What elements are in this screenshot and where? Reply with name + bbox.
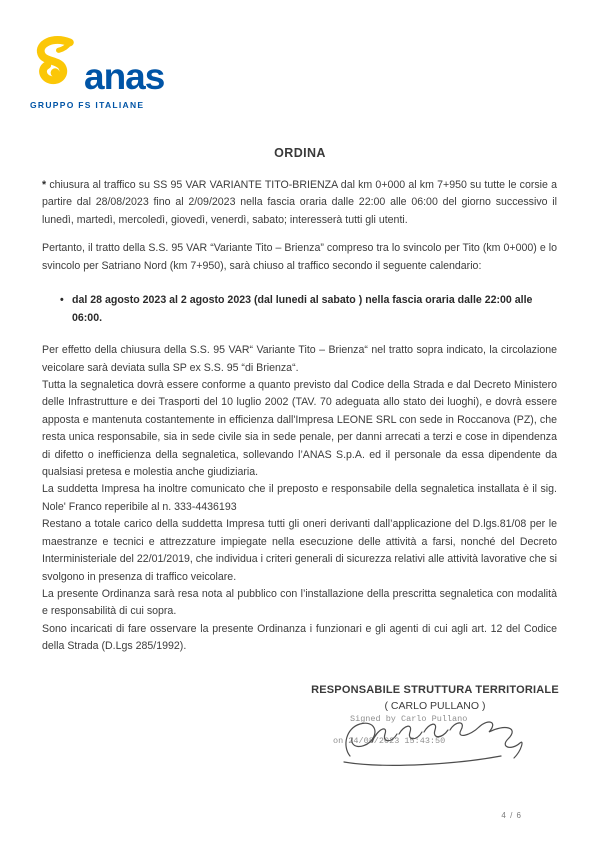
body-paragraph-enforcement: Sono incaricati di fare osservare la presente Ordinanza i funzionari e gli agenti di cui agli art. 12 del Codice della Strada (D.Lgs 285/1992). — [42, 622, 557, 653]
anas-swirl-icon — [30, 36, 82, 94]
body-paragraph-safety: Restano a totale carico della suddetta Impresa tutti gli oneri derivanti dall’applicazione del D.lgs.81/08 per le maestranze e tecnici e attrezzature impiegate nella esecuzione delle attività a farsi, nonché del Decreto Interministeriale del 22/01/2019, che individua i criteri generali di sicurezza relativi alle attività lavorative che si svolgono in presenza di traffico veicolare. — [42, 518, 557, 583]
document-body — [42, 177, 557, 656]
digital-signature-by: Signed by Carlo Pullano — [350, 714, 468, 724]
closure-paragraph — [42, 177, 557, 229]
anas-logo — [30, 36, 165, 110]
bullet-icon: • — [60, 294, 64, 307]
schedule-bullet-item — [42, 292, 557, 327]
anas-wordmark: anas — [84, 56, 165, 98]
signature-block — [310, 684, 560, 747]
body-paragraph-publication: La presente Ordinanza sarà resa nota al pubblico con l’installazione della prescritta segnaletica con modalità e responsabilità di cui sopra. — [42, 587, 557, 618]
digital-signature-date: on 24/08/2023 15:43:50 — [333, 736, 446, 746]
schedule-bullet-text: dal 28 agosto 2023 al 2 agosto 2023 (dal lunedi al sabato ) nella fascia oraria dalle 22:00 alle 06:00. — [72, 294, 533, 324]
signer-name: ( CARLO PULLANO ) — [384, 700, 486, 712]
asterisk-marker: * — [42, 179, 47, 191]
signer-role: RESPONSABILE STRUTTURA TERRITORIALE — [311, 684, 559, 696]
body-paragraph-signage: Tutta la segnaletica dovrà essere conforme a quanto previsto dal Codice della Strada e dal Decreto Ministero delle Infrastrutture e dei Trasporti del 10 luglio 2002 (TAV. 70 adeguata allo stato dei luoghi), e dovrà essere apposta e mantenuta costantemente in efficienza dall'Impresa LEONE SRL con sede in Roccanova (PZ), che resta unica responsabile, sia in sede civile sia in sede penale, per danni arrecati a terzi e cose in dipendenza di difetto o inefficienza della segnaletica, sollevando l’ANAS S.p.A. ed il personale da essa dipendente da qualsiasi pretesa e molestia anche giudiziaria. — [42, 379, 557, 479]
pertanto-paragraph: Pertanto, il tratto della S.S. 95 VAR “Variante Tito – Brienza” compreso tra lo svincolo per Tito (km 0+000) e lo svincolo per Satriano Nord (km 7+950), sarà chiuso al traffico secondo il seguente calendario: — [42, 242, 557, 272]
document-title: ORDINA — [274, 146, 326, 160]
page-number: 4 / 6 — [501, 811, 522, 820]
body-paragraph-deviation: Per effetto della chiusura della S.S. 95 VAR“ Variante Tito – Brienza“ nel tratto sopra indicato, la circolazione veicolare sarà deviata sulla SP ex S.S. 95 “di Brienza“. — [42, 344, 557, 374]
body-paragraph-contact: La suddetta Impresa ha inoltre comunicato che il preposto e responsabile della segnaletica installata è il sig. Nole' Franco reperibile al n. 333-4436193 — [42, 483, 557, 513]
closure-paragraph-text: chiusura al traffico su SS 95 VAR VARIANTE TITO-BRIENZA dal km 0+000 al km 7+950 su tutte le corsie a partire dal 28/08/2023 fino al 2/09/2023 nella fascia oraria dalle 22:00 alle 06:00 del giorno successivo il lunedì, martedì, mercoledì, giovedì, venerdì, sabato; interesserà tutti gli utenti. — [42, 179, 558, 226]
logo-subtitle: GRUPPO FS ITALIANE — [30, 100, 145, 110]
